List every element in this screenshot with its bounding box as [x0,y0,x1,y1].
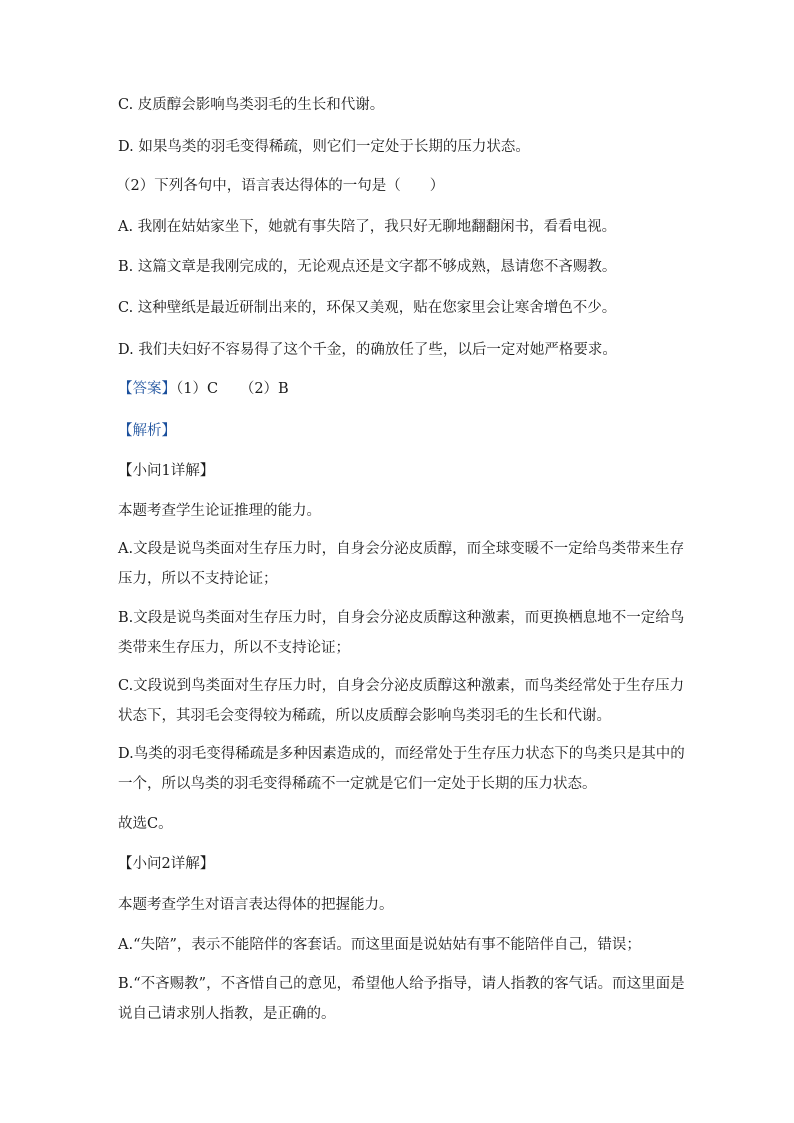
sub1-analysis-d: D.鸟类的羽毛变得稀疏是多种因素造成的，而经常处于生存压力状态下的鸟类只是其中的一个，所以鸟类的羽毛变得稀疏不一定就是它们一定处于长期的压力状态。 [118,746,685,792]
q1-option-d: D. 如果鸟类的羽毛变得稀疏，则它们一定处于长期的压力状态。 [118,139,530,155]
sub1-conclusion: 故选C。 [118,816,173,832]
answer-label: 【答案】 [118,381,176,397]
sub2-analysis-a: A.“失陪”，表示不能陪伴的客套话。而这里面是说姑姑有事不能陪伴自己，错误； [118,937,641,953]
q2-stem: （2）下列各句中，语言表达得体的一句是（ ） [116,178,445,194]
analysis-label: 【解析】 [118,423,176,439]
q1-option-c: C. 皮质醇会影响鸟类羽毛的生长和代谢。 [118,97,385,113]
answer-row [118,380,688,398]
sub1-heading: 【小问1详解】 [118,463,215,479]
sub2-intro: 本题考查学生对语言表达得体的把握能力。 [118,897,394,913]
q2-option-b: B. 这篇文章是我刚完成的，无论观点还是文字都不够成熟，恳请您不吝赐教。 [118,259,617,275]
q2-option-a: A. 我刚在姑姑家坐下，她就有事失陪了，我只好无聊地翻翻闲书，看看电视。 [118,219,617,235]
sub1-analysis-a: A.文段是说鸟类面对生存压力时，自身会分泌皮质醇，而全球变暖不一定给鸟类带来生存压力，所以不支持论证； [118,541,685,587]
sub1-intro: 本题考查学生论证推理的能力。 [118,503,321,519]
q2-option-c: C. 这种壁纸是最近研制出来的，环保又美观，贴在您家里会让寒舍增色不少。 [118,300,617,316]
sub2-heading: 【小问2详解】 [118,856,215,872]
q2-option-d: D. 我们夫妇好不容易得了这个千金，的确放任了些，以后一定对她严格要求。 [118,342,617,358]
answer-text: （1）C （2）B [176,381,289,397]
sub1-analysis-b: B.文段是说鸟类面对生存压力时，自身会分泌皮质醇这种激素，而更换栖息地不一定给鸟类带来生存压力，所以不支持论证； [118,610,685,656]
sub1-analysis-c: C.文段说到鸟类面对生存压力时，自身会分泌皮质醇这种激素，而鸟类经常处于生存压力状态下，其羽毛会变得较为稀疏，所以皮质醇会影响鸟类羽毛的生长和代谢。 [118,678,685,724]
sub2-analysis-b: B.“不吝赐教”，不吝惜自己的意见，希望他人给予指导，请人指教的客气话。而这里面是说自己请求别人指教，是正确的。 [118,976,685,1022]
